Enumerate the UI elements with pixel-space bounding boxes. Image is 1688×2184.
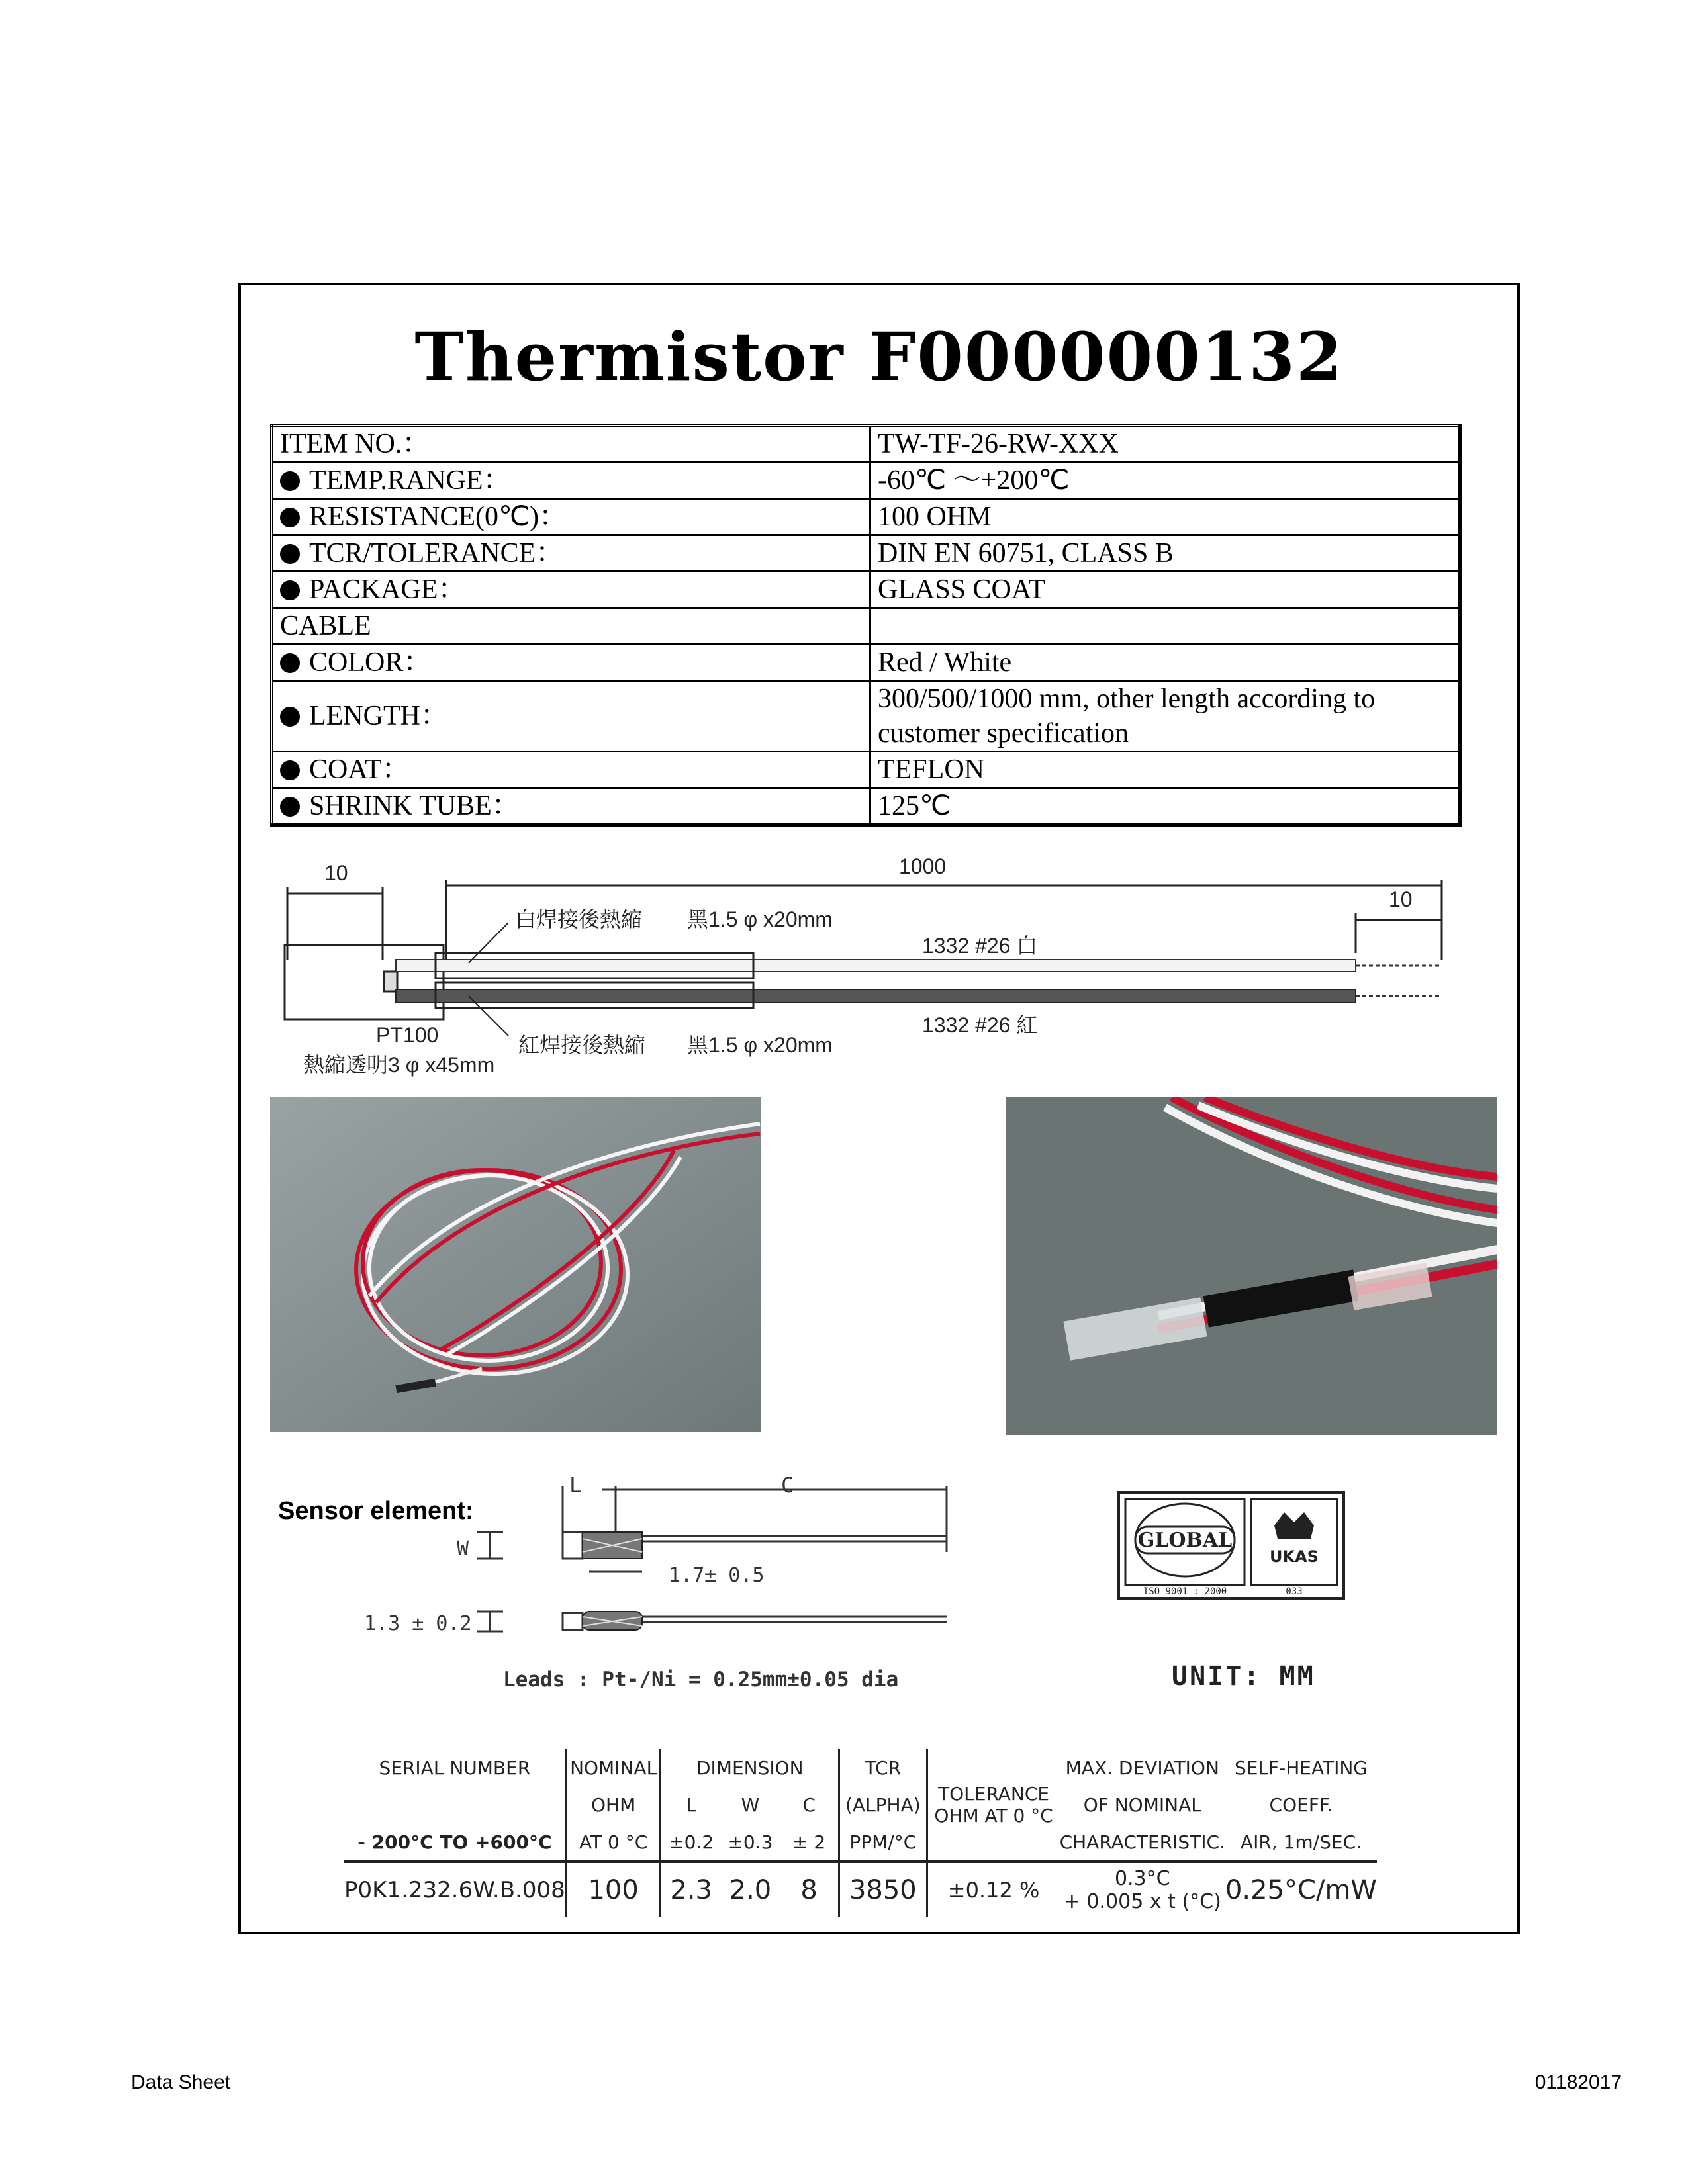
header-nominal: NOMINAL <box>566 1749 661 1786</box>
header-c-tol: ± 2 <box>780 1823 839 1862</box>
sensor-closeup-photo <box>1006 1097 1497 1435</box>
black-tube-bottom-label: 黑1.5 φ x20mm <box>687 1033 833 1057</box>
ukas-logo-text: UKAS <box>1270 1547 1319 1566</box>
spec-key: RESISTANCE(0℃)： <box>309 502 567 532</box>
dim-h-label: 1.3 ± 0.2 <box>364 1612 472 1635</box>
table-row <box>344 1862 1377 1917</box>
tolerance-cell: ±0.12 % <box>927 1862 1060 1917</box>
black-tube-top-label: 黑1.5 φ x20mm <box>687 907 833 931</box>
bullet-icon <box>280 471 300 491</box>
spec-key: LENGTH： <box>309 701 448 731</box>
dim-left-label: 10 <box>324 861 348 885</box>
bullet-icon <box>280 760 300 780</box>
header-dimension: DIMENSION <box>661 1749 839 1786</box>
header-w: W <box>741 1794 760 1816</box>
header-self-heating: SELF-HEATING <box>1234 1756 1368 1779</box>
spec-row-package <box>272 572 1460 608</box>
dim-l-label: L <box>569 1473 583 1498</box>
bullet-icon <box>280 544 300 564</box>
spec-value: DIN EN 60751, CLASS B <box>870 535 1460 572</box>
spec-value: TW-TF-26-RW-XXX <box>870 426 1460 463</box>
spec-table <box>270 424 1462 827</box>
spec-row-temp-range <box>272 463 1460 499</box>
header-l-tol: ±0.2 <box>669 1831 714 1853</box>
spec-value: 300/500/1000 mm, other length according to customer specification <box>870 681 1460 752</box>
dim-c-label: C <box>781 1473 794 1498</box>
spec-key: PACKAGE： <box>309 574 466 605</box>
dim-w-label: W <box>457 1537 469 1561</box>
red-weld-label: 紅焊接後熱縮 <box>518 1033 646 1057</box>
ohm-cell: 100 <box>566 1862 661 1917</box>
spec-key: CABLE <box>272 608 870 645</box>
header-self-heating-2: COEFF. <box>1269 1794 1333 1816</box>
cert-number-text: 033 <box>1286 1586 1303 1597</box>
w-cell: 2.0 <box>721 1862 780 1917</box>
spec-value: 125℃ <box>870 788 1460 825</box>
spec-value <box>870 608 1460 645</box>
bullet-icon <box>280 653 300 673</box>
header-nominal-at: AT 0 °C <box>566 1823 661 1862</box>
deviation-cell-2: + 0.005 x t (°C) <box>1063 1890 1221 1913</box>
spec-key: SHRINK TUBE： <box>309 791 520 821</box>
iso-text: ISO 9001 : 2000 <box>1143 1586 1227 1597</box>
clear-tube-label: 熱縮透明3 φ x45mm <box>303 1053 495 1077</box>
header-tcr: TCR <box>839 1749 927 1786</box>
bullet-icon <box>280 797 300 817</box>
header-deviation-3: CHARACTERISTIC. <box>1059 1831 1225 1853</box>
header-deviation: MAX. DEVIATION <box>1065 1756 1219 1779</box>
serial-header-row-3 <box>344 1823 1377 1862</box>
l-cell: 2.3 <box>661 1862 721 1917</box>
certification-logo <box>1119 1492 1344 1598</box>
spec-key: COLOR： <box>309 647 432 678</box>
header-tolerance: TOLERANCE <box>938 1783 1050 1805</box>
header-serial: SERIAL NUMBER <box>344 1749 566 1786</box>
page-title: Thermistor F000000132 <box>414 318 1344 396</box>
unit-label: UNIT: MM <box>1172 1661 1315 1692</box>
serial-header-row-1 <box>344 1749 1377 1786</box>
serial-spec-table <box>344 1749 1377 1917</box>
spec-value: -60℃ ～+200℃ <box>870 463 1460 499</box>
global-logo-text: GLOBAL <box>1137 1529 1233 1552</box>
header-c: C <box>780 1786 839 1823</box>
header-range: - 200°C TO +600°C <box>344 1823 566 1862</box>
spec-row-item-no <box>272 426 1460 463</box>
sensor-element-label: Sensor element: <box>278 1497 474 1525</box>
spec-row-length <box>272 681 1460 752</box>
dim-total-label: 1000 <box>899 854 947 878</box>
serial-number-cell: P0K1.232.6W.B.008 <box>344 1862 566 1917</box>
spec-value: GLASS COAT <box>870 572 1460 608</box>
dim-right-label: 10 <box>1389 887 1413 911</box>
pt100-label: PT100 <box>376 1023 439 1047</box>
spec-value: 100 OHM <box>870 499 1460 535</box>
bullet-icon <box>280 508 300 527</box>
spec-row-cable <box>272 608 1460 645</box>
spec-key: TEMP.RANGE： <box>309 465 511 496</box>
tcr-cell: 3850 <box>839 1862 927 1917</box>
spec-key: ITEM NO.： <box>272 426 870 463</box>
white-weld-label: 白焊接後熱縮 <box>515 907 643 931</box>
header-w-tol: ±0.3 <box>727 1831 773 1853</box>
dim-gap-label: 1.7± 0.5 <box>669 1564 765 1587</box>
spec-row-resistance <box>272 499 1460 535</box>
header-deviation-2: OF NOMINAL <box>1083 1794 1201 1816</box>
spec-row-shrink-tube <box>272 788 1460 825</box>
spec-key: TCR/TOLERANCE： <box>309 538 564 569</box>
spec-row-color <box>272 645 1460 681</box>
spec-key: COAT： <box>309 754 410 785</box>
header-l: L <box>686 1794 696 1816</box>
self-heating-cell: 0.25°C/mW <box>1225 1862 1377 1917</box>
leads-spec: Leads : Pt-/Ni = 0.25mm±0.05 dia <box>503 1668 899 1692</box>
spec-value: Red / White <box>870 645 1460 681</box>
footer-left: Data Sheet <box>131 2071 231 2093</box>
serial-header-row-2 <box>344 1786 1377 1823</box>
spec-value: TEFLON <box>870 752 1460 788</box>
header-nominal-ohm: OHM <box>566 1786 661 1823</box>
spec-row-tcr <box>272 535 1460 572</box>
wire-white-label: 1332 #26 白 <box>922 934 1038 958</box>
header-tolerance-sub: OHM AT 0 °C <box>934 1805 1053 1827</box>
spec-row-coat <box>272 752 1460 788</box>
bullet-icon <box>280 707 300 727</box>
cable-coil-photo <box>270 1097 761 1432</box>
wire-red-label: 1332 #26 紅 <box>922 1013 1038 1037</box>
deviation-cell: 0.3°C <box>1114 1867 1170 1890</box>
bullet-icon <box>280 580 300 600</box>
header-tcr-alpha: (ALPHA) <box>839 1786 927 1823</box>
header-self-heating-3: AIR, 1m/SEC. <box>1240 1831 1362 1853</box>
footer-right: 01182017 <box>1534 2071 1622 2093</box>
c-cell: 8 <box>780 1862 839 1917</box>
cable-assembly-drawing <box>270 854 1462 1092</box>
header-tcr-unit: PPM/°C <box>839 1823 927 1862</box>
